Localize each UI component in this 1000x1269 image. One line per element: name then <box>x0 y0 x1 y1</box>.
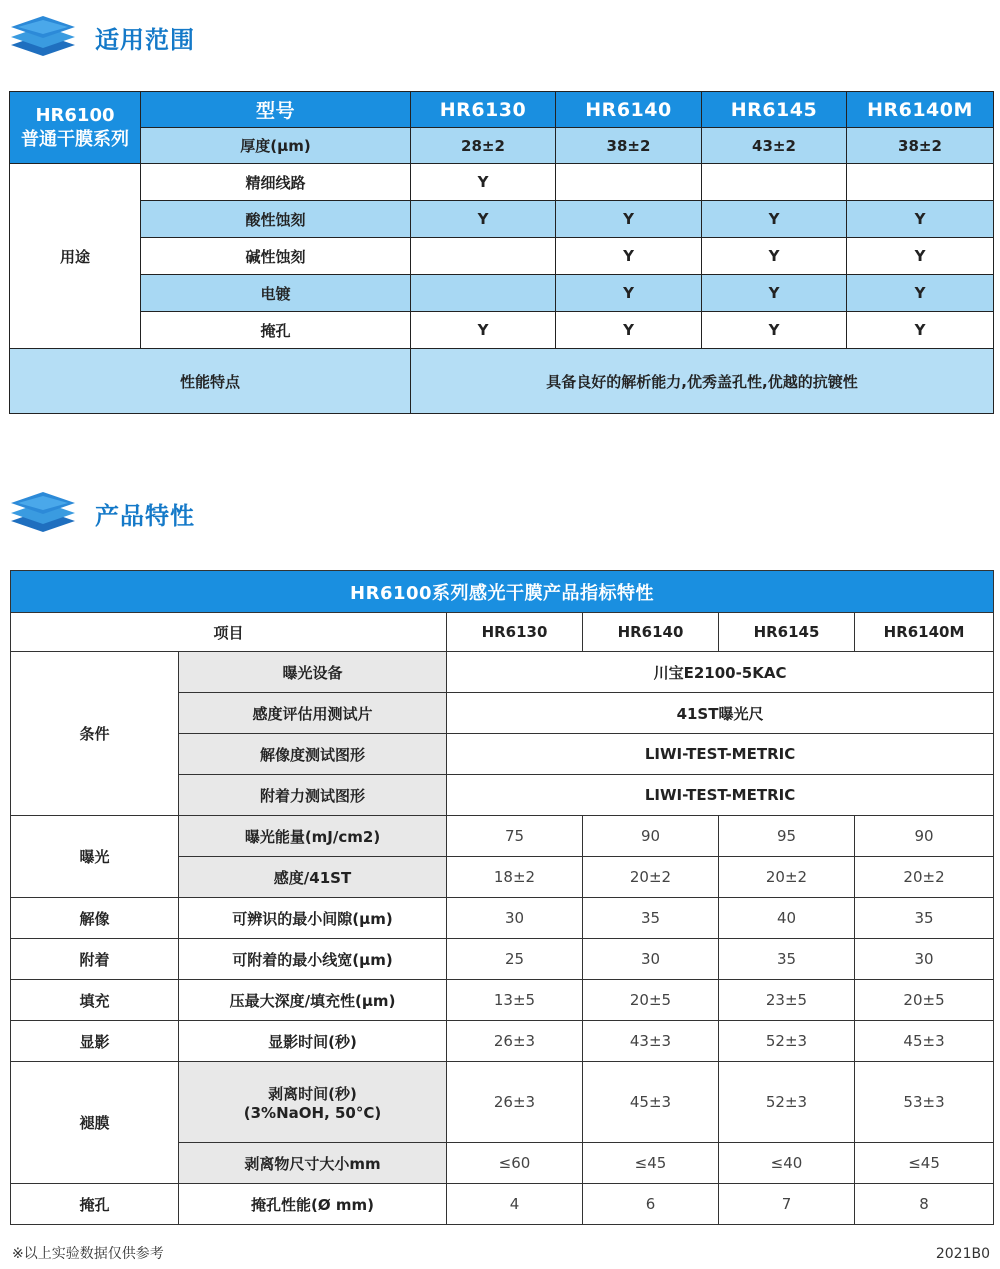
usage-value <box>556 164 702 201</box>
value-cell: ≤45 <box>583 1143 719 1184</box>
usage-value: Y <box>847 238 994 275</box>
model-header: HR6130 <box>411 92 556 128</box>
row-label: 剥离物尺寸大小mm <box>179 1143 447 1184</box>
usage-value: Y <box>411 201 556 238</box>
value-cell: 35 <box>583 898 719 939</box>
value-cell: 8 <box>855 1184 994 1225</box>
model-header: HR6145 <box>702 92 847 128</box>
row-label: 可辨识的最小间隙(μm) <box>179 898 447 939</box>
group-label: 显影 <box>11 1021 179 1062</box>
model-header: HR6140 <box>556 92 702 128</box>
usage-row <box>10 275 994 312</box>
usage-item: 精细线路 <box>141 164 411 201</box>
model-label: 型号 <box>141 92 411 128</box>
row-label <box>179 1062 447 1143</box>
value-cell: 20±2 <box>855 857 994 898</box>
usage-value: Y <box>847 312 994 349</box>
usage-value: Y <box>556 201 702 238</box>
condition-value: 41ST曝光尺 <box>447 693 994 734</box>
feature-text: 具备良好的解析能力,优秀盖孔性,优越的抗镀性 <box>411 349 994 414</box>
row-label: 掩孔性能(Ø mm) <box>179 1184 447 1225</box>
section-title: 适用范围 <box>95 26 195 54</box>
footnote: ※以上实验数据仅供参考 <box>12 1246 164 1262</box>
row-label: 曝光设备 <box>179 652 447 693</box>
group-label: 曝光 <box>11 816 179 898</box>
model-header: HR6140M <box>847 92 994 128</box>
usage-value: Y <box>556 312 702 349</box>
series-code: HR6100 <box>35 104 115 126</box>
value-cell: 7 <box>719 1184 855 1225</box>
usage-value: Y <box>847 201 994 238</box>
usage-value <box>411 275 556 312</box>
usage-value: Y <box>847 275 994 312</box>
row-label: 压最大深度/填充性(μm) <box>179 980 447 1021</box>
value-cell: 18±2 <box>447 857 583 898</box>
usage-value: Y <box>556 275 702 312</box>
value-cell: 30 <box>447 898 583 939</box>
item-label: 项目 <box>11 613 447 652</box>
usage-value <box>847 164 994 201</box>
value-cell: 75 <box>447 816 583 857</box>
value-cell: 20±5 <box>583 980 719 1021</box>
usage-value <box>411 238 556 275</box>
value-cell: ≤60 <box>447 1143 583 1184</box>
value-cell: 35 <box>855 898 994 939</box>
group-label: 掩孔 <box>11 1184 179 1225</box>
value-cell: ≤40 <box>719 1143 855 1184</box>
document-code: 2021B0 <box>935 1246 990 1262</box>
value-cell: 35 <box>719 939 855 980</box>
usage-row <box>10 238 994 275</box>
row-label: 曝光能量(mJ/cm2) <box>179 816 447 857</box>
value-cell: 23±5 <box>719 980 855 1021</box>
value-cell: 6 <box>583 1184 719 1225</box>
thickness-label: 厚度(μm) <box>141 128 411 164</box>
usage-value: Y <box>411 312 556 349</box>
value-cell: 26±3 <box>447 1062 583 1143</box>
usage-item: 碱性蚀刻 <box>141 238 411 275</box>
value-cell: 95 <box>719 816 855 857</box>
group-label: 解像 <box>11 898 179 939</box>
usage-value: Y <box>556 238 702 275</box>
value-cell: 40 <box>719 898 855 939</box>
section-title: 产品特性 <box>95 502 195 530</box>
model-header: HR6145 <box>719 613 855 652</box>
properties-table <box>10 570 994 1225</box>
thickness-value: 38±2 <box>556 128 702 164</box>
value-cell: 26±3 <box>447 1021 583 1062</box>
usage-value: Y <box>702 201 847 238</box>
usage-item: 酸性蚀刻 <box>141 201 411 238</box>
row-label: 感度/41ST <box>179 857 447 898</box>
usage-value: Y <box>702 312 847 349</box>
section-header-properties <box>0 488 400 538</box>
layers-icon <box>8 12 78 60</box>
group-label: 条件 <box>11 652 179 816</box>
row-label: 可附着的最小线宽(μm) <box>179 939 447 980</box>
condition-value: LIWI-TEST-METRIC <box>447 775 994 816</box>
condition-value: LIWI-TEST-METRIC <box>447 734 994 775</box>
value-cell: 30 <box>583 939 719 980</box>
value-cell: 45±3 <box>855 1021 994 1062</box>
value-cell: 30 <box>855 939 994 980</box>
row-label-line: (3%NaOH, 50°C) <box>243 1103 382 1122</box>
usage-row <box>10 164 994 201</box>
value-cell: 4 <box>447 1184 583 1225</box>
group-label: 填充 <box>11 980 179 1021</box>
usage-row <box>10 201 994 238</box>
usage-table <box>9 91 994 414</box>
value-cell: 53±3 <box>855 1062 994 1143</box>
usage-item: 掩孔 <box>141 312 411 349</box>
usage-row <box>10 312 994 349</box>
model-header: HR6130 <box>447 613 583 652</box>
value-cell: 20±2 <box>583 857 719 898</box>
model-header: HR6140M <box>855 613 994 652</box>
usage-item: 电镀 <box>141 275 411 312</box>
condition-value: 川宝E2100-5KAC <box>447 652 994 693</box>
row-label: 附着力测试图形 <box>179 775 447 816</box>
value-cell: 45±3 <box>583 1062 719 1143</box>
thickness-value: 38±2 <box>847 128 994 164</box>
row-label: 解像度测试图形 <box>179 734 447 775</box>
group-label: 附着 <box>11 939 179 980</box>
row-label: 感度评估用测试片 <box>179 693 447 734</box>
value-cell: 52±3 <box>719 1021 855 1062</box>
usage-label: 用途 <box>10 164 141 349</box>
value-cell: 20±2 <box>719 857 855 898</box>
value-cell: 90 <box>583 816 719 857</box>
usage-value <box>702 164 847 201</box>
value-cell: 13±5 <box>447 980 583 1021</box>
thickness-value: 43±2 <box>702 128 847 164</box>
section-header-scope <box>0 12 400 62</box>
series-cell <box>10 92 141 164</box>
usage-value: Y <box>411 164 556 201</box>
model-header: HR6140 <box>583 613 719 652</box>
value-cell: ≤45 <box>855 1143 994 1184</box>
series-name: 普通干膜系列 <box>21 128 129 150</box>
thickness-value: 28±2 <box>411 128 556 164</box>
layers-icon <box>8 488 78 536</box>
feature-label: 性能特点 <box>10 349 411 414</box>
value-cell: 52±3 <box>719 1062 855 1143</box>
value-cell: 20±5 <box>855 980 994 1021</box>
row-label-line: 剥离时间(秒) <box>268 1084 357 1103</box>
value-cell: 25 <box>447 939 583 980</box>
row-label: 显影时间(秒) <box>179 1021 447 1062</box>
value-cell: 43±3 <box>583 1021 719 1062</box>
table-title: HR6100系列感光干膜产品指标特性 <box>11 571 994 613</box>
usage-value: Y <box>702 275 847 312</box>
value-cell: 90 <box>855 816 994 857</box>
usage-value: Y <box>702 238 847 275</box>
group-label: 褪膜 <box>11 1062 179 1184</box>
